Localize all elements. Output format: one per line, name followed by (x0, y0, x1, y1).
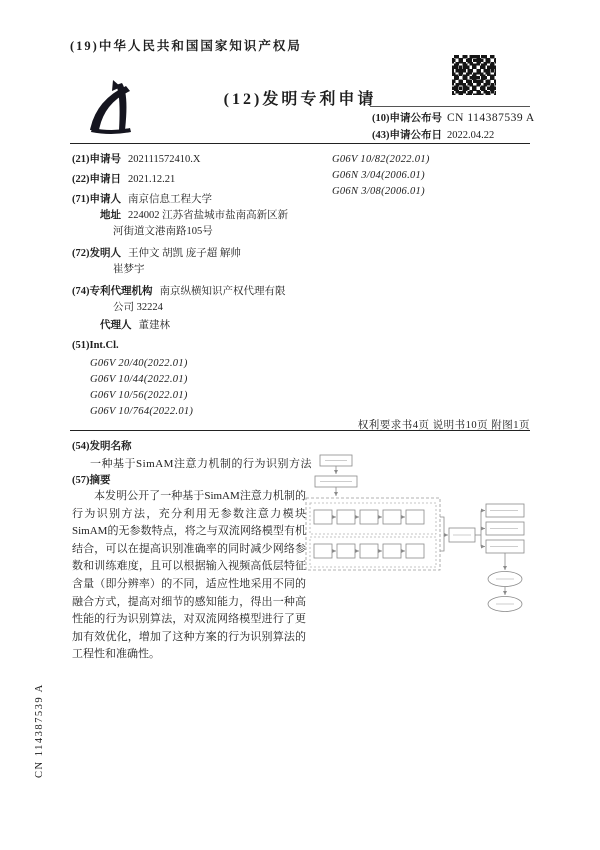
field-application-number: (21)申请号 202111572410.X (72, 154, 201, 165)
publication-number: CN 114387539 A (447, 112, 535, 124)
field-ipc-label: (51)Int.Cl. (72, 340, 119, 351)
ipc-code: G06V 10/56(2022.01) (90, 390, 188, 401)
biblio-left-column (72, 152, 328, 420)
field-agency-cont: 公司 32224 (113, 302, 163, 313)
pages-summary: 权利要求书4页 说明书10页 附图1页 (357, 420, 530, 431)
publication-date-line (372, 127, 535, 144)
invention-title: 一种基于SimAM注意力机制的行为识别方法 (90, 458, 312, 470)
ipc-code: G06V 10/82(2022.01) (332, 154, 430, 165)
publication-date-label: (43)申请公布日 (372, 130, 442, 141)
field-agency: (74)专利代理机构 南京纵横知识产权代理有限 (72, 286, 286, 297)
ipc-code: G06N 3/08(2006.01) (332, 186, 425, 197)
section-divider (70, 430, 530, 431)
publication-info (372, 110, 535, 144)
field-address: 地址 224002 江苏省盐城市盐南高新区新 (100, 210, 289, 221)
publication-number-label: (10)申请公布号 (372, 113, 442, 124)
field-inventors: (72)发明人 王仲文 胡凯 庞子超 解帅 (72, 248, 241, 259)
ipc-code: G06N 3/04(2006.01) (332, 170, 425, 181)
pub-info-rule (370, 106, 530, 107)
abstract-label: (57)摘要 (72, 475, 111, 486)
publication-date: 2022.04.22 (447, 130, 495, 141)
field-agent: 代理人 董建林 (100, 320, 170, 331)
field-applicant: (71)申请人 南京信息工程大学 (72, 194, 212, 205)
publication-number-line (372, 110, 535, 127)
ipc-code: G06V 20/40(2022.01) (90, 358, 188, 369)
flowchart-diagram (304, 452, 530, 622)
abstract-figure (304, 452, 530, 622)
invention-title-label: (54)发明名称 (72, 441, 132, 452)
abstract-text: 本发明公开了一种基于SimAM注意力机制的行为识别方法，充分利用无参数注意力模块SimAM的无参数特点，将之与双流网络模型有机结合，可以在提高识别准确率的同时减少网络参数和训练难度，且可以根据输入视频高低层特征含量（即分辨率）的不同，适应性地采用不同的融合方式，提高对细节的感知能力，得出一种高性能的行为识别算法，对双流网络模型进行了更加有效优化，增加了这种方案的行为识别算法的工程性和准确性。 (72, 490, 306, 661)
header-divider (70, 143, 530, 144)
field-inventors-cont: 崔梦宇 (113, 264, 145, 275)
document-type-title: (12)发明专利申请 (223, 91, 377, 108)
ipc-code: G06V 10/44(2022.01) (90, 374, 188, 385)
field-address-cont: 河街道文港南路105号 (113, 226, 213, 237)
ipc-code: G06V 10/764(2022.01) (90, 406, 194, 417)
biblio-right-column (332, 152, 530, 200)
bibliographic-section (72, 150, 530, 431)
side-publication-code: CN 114387539 A (34, 683, 45, 778)
office-name: (19)中华人民共和国国家知识产权局 (70, 39, 302, 53)
field-filing-date: (22)申请日 2021.12.21 (72, 174, 176, 185)
